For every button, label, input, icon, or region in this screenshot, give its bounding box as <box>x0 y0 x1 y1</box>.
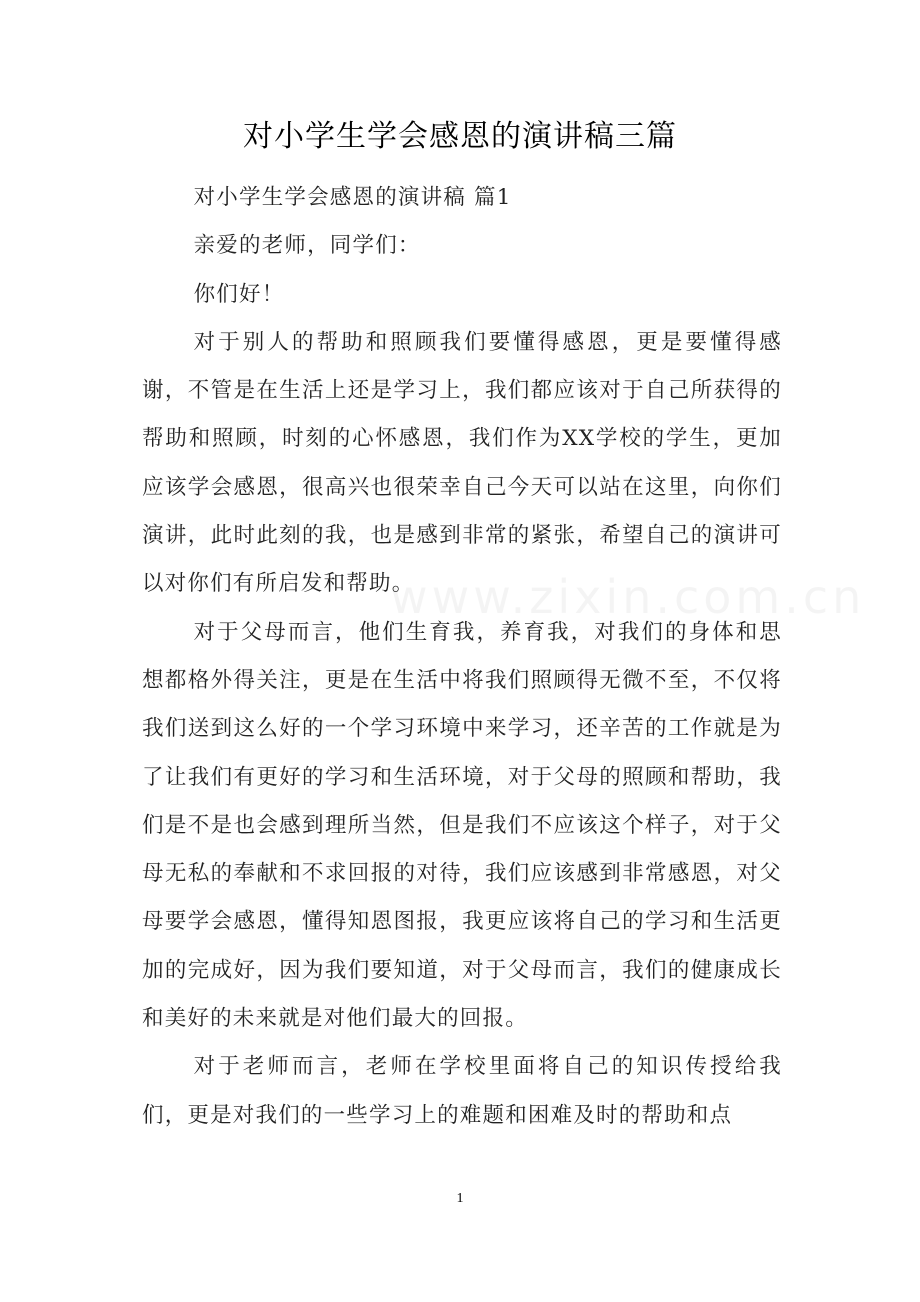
paragraph: 对于别人的帮助和照顾我们要懂得感恩，更是要懂得感谢，不管是在生活上还是学习上，我们都应该对于自己所获得的帮助和照顾，时刻的心怀感恩，我们作为XX学校的学生，更加应该学会感恩，很高兴也很荣幸自己今天可以站在这里，向你们演讲，此时此刻的我，也是感到非常的紧张，希望自己的演讲可以对你们有所启发和帮助。 <box>142 329 782 597</box>
document-title: 对小学生学会感恩的演讲稿三篇 <box>243 119 677 154</box>
document-body <box>142 174 782 1140</box>
paragraph: 你们好！ <box>193 281 285 307</box>
paragraph: 对于老师而言，老师在学校里面将自己的知识传授给我们，更是对我们的一些学习上的难题和困难及时的帮助和点 <box>142 1054 782 1128</box>
paragraph: 对于父母而言，他们生育我，养育我，对我们的身体和思想都格外得关注，更是在生活中将我们照顾得无微不至，不仅将我们送到这么好的一个学习环境中来学习，还辛苦的工作就是为了让我们有更好的学习和生活环境，对于父母的照顾和帮助，我们是不是也会感到理所当然，但是我们不应该这个样子，对于父母无私的奉献和不求回报的对待，我们应该感到非常感恩，对父母要学会感恩，懂得知恩图报，我更应该将自己的学习和生活更加的完成好，因为我们要知道，对于父母而言，我们的健康成长和美好的未来就是对他们最大的回报。 <box>142 619 782 1032</box>
paragraph: 对小学生学会感恩的演讲稿 篇1 <box>193 185 512 210</box>
paragraph: 亲爱的老师，同学们： <box>193 233 421 259</box>
page-number: 1 <box>456 1191 464 1206</box>
